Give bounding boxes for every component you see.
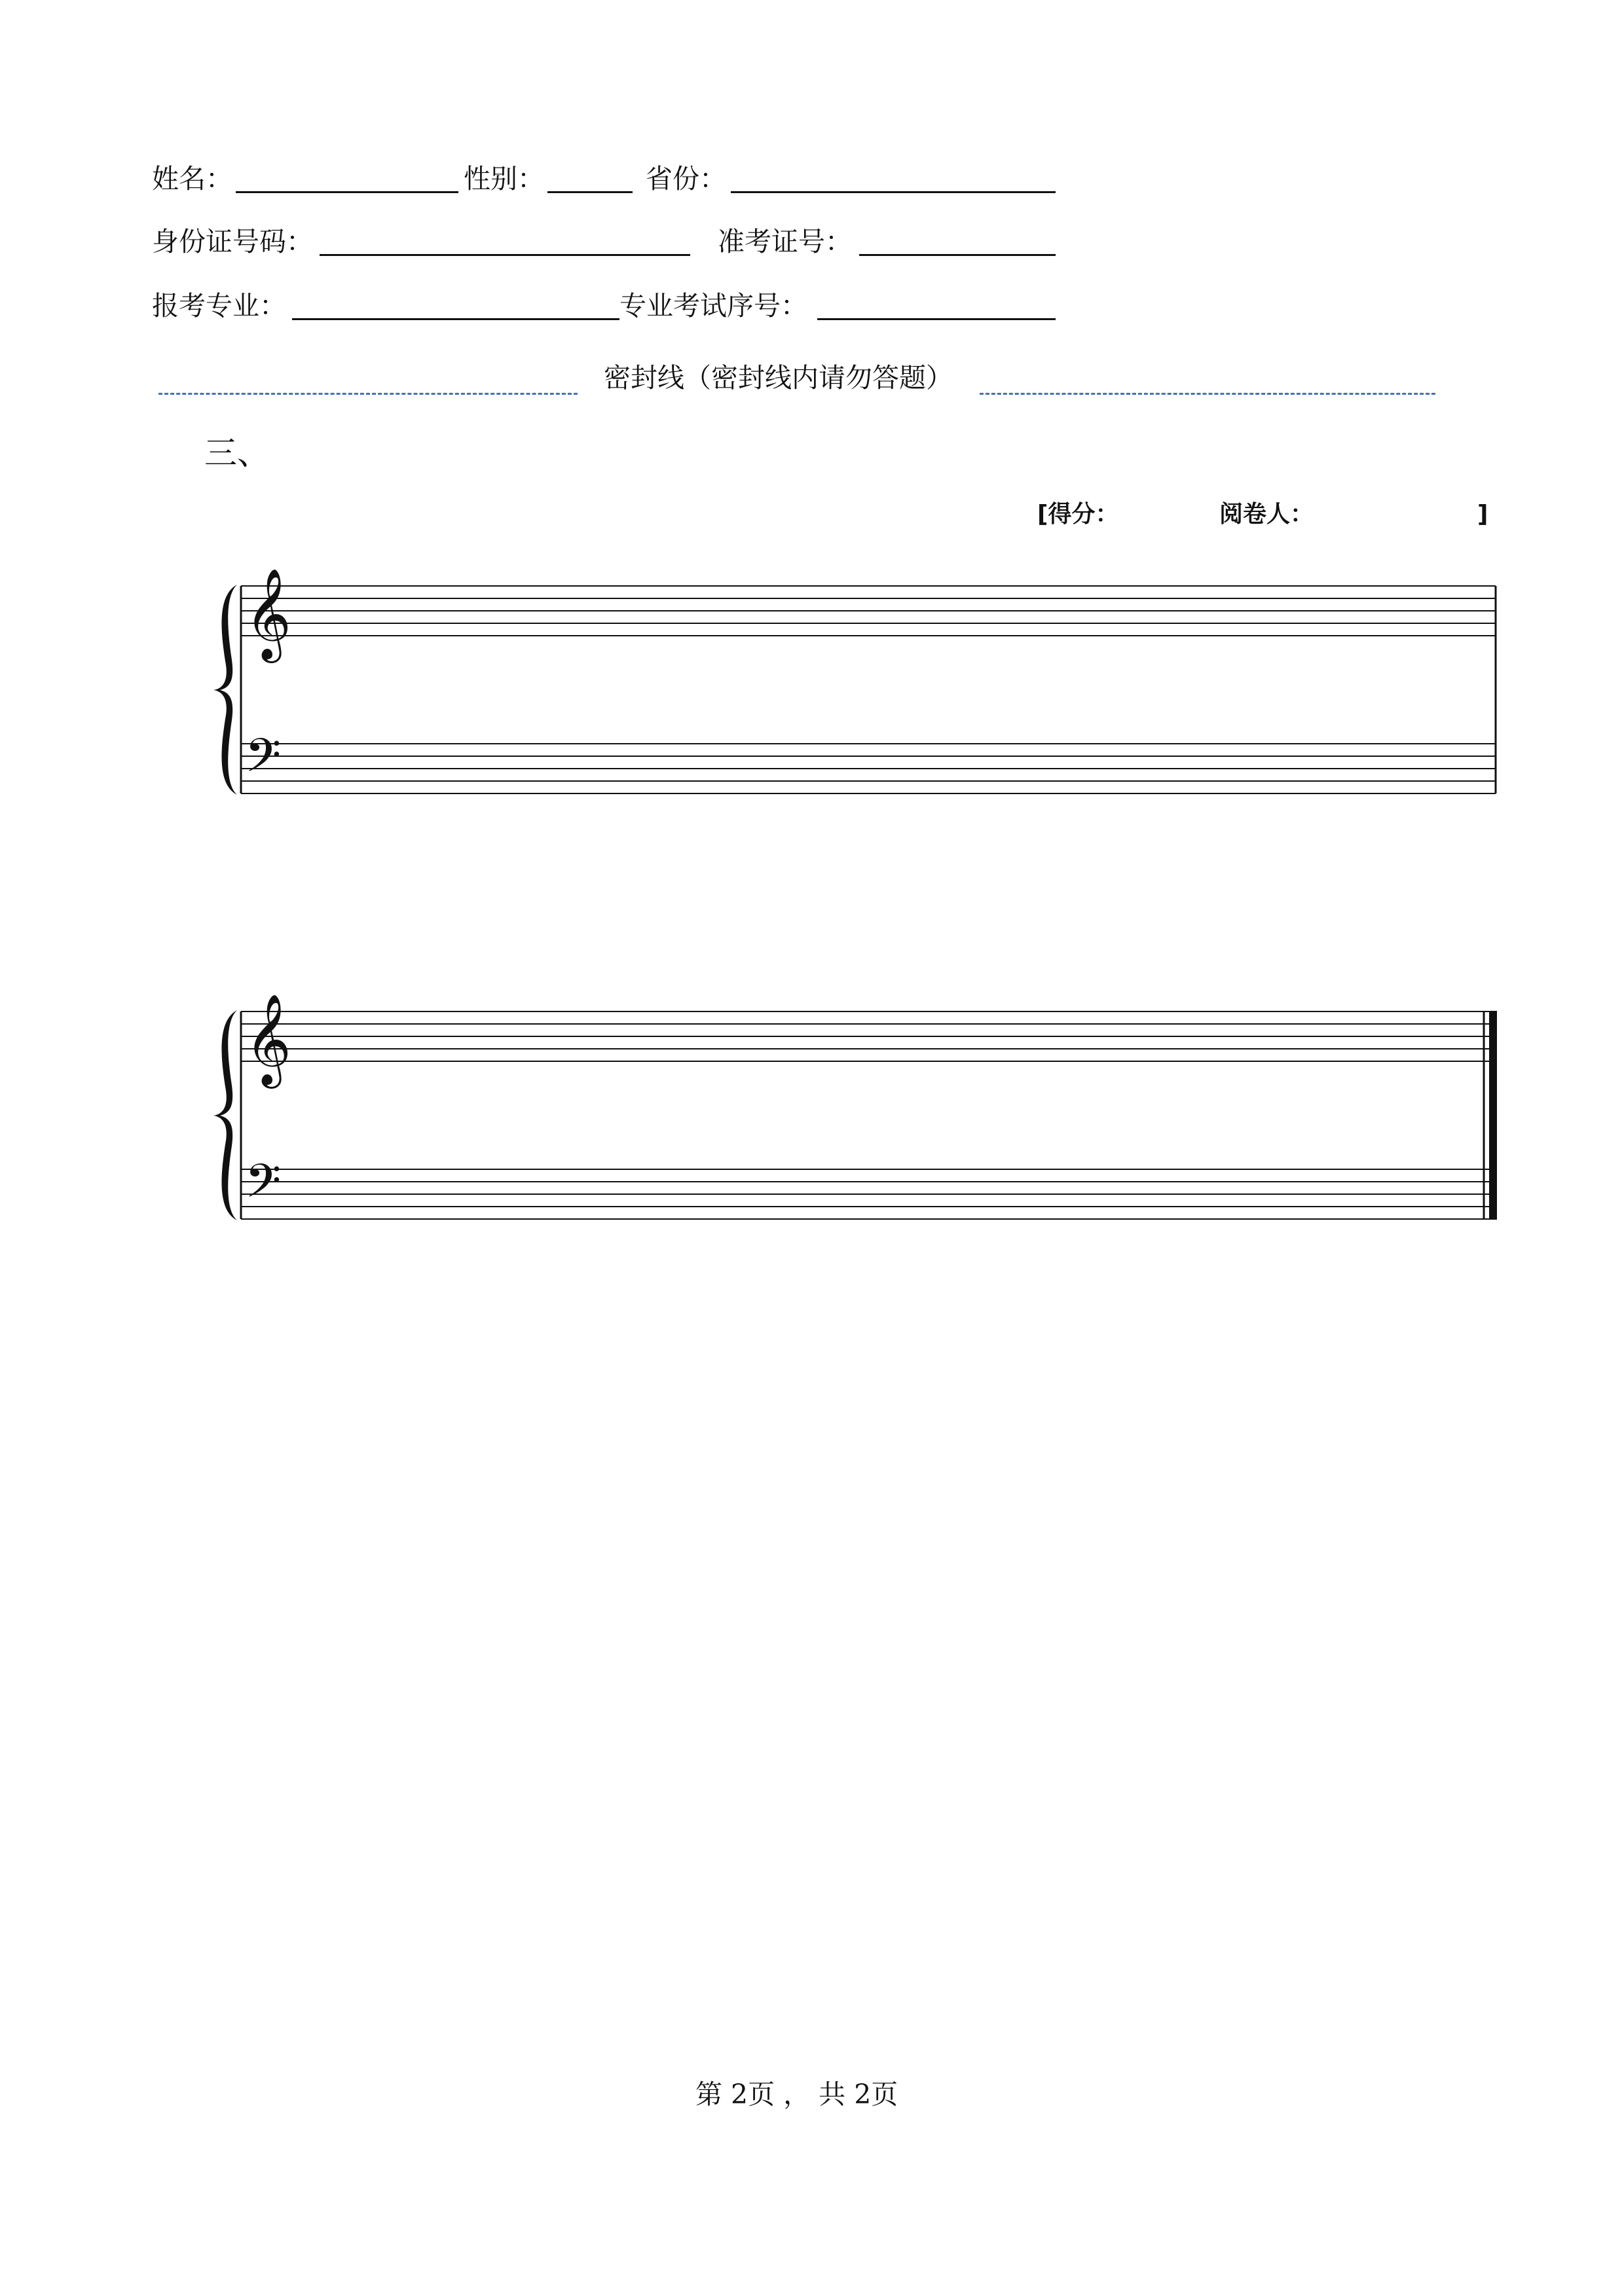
sequence-number-label: 专业考试序号： <box>619 290 807 321</box>
gender-label: 性别： <box>464 163 544 194</box>
name-label: 姓名： <box>152 163 232 194</box>
treble-clef-icon: 𝄞 <box>245 568 291 659</box>
reviewer-label: 阅卷人： <box>1219 501 1314 528</box>
province-label: 省份： <box>646 163 726 194</box>
grand-staff-system-2 <box>213 994 1497 1220</box>
system-2-final-barline <box>1489 1011 1497 1220</box>
treble-clef-icon: 𝄞 <box>245 994 291 1085</box>
bass-staff-2 <box>241 1169 1496 1219</box>
treble-staff-1 <box>241 586 1496 636</box>
bass-clef-icon: 𝄢 <box>245 729 282 794</box>
seal-line-text: 密封线（密封线内请勿答题） <box>604 362 953 393</box>
id-number-label: 身份证号码： <box>152 226 313 257</box>
grand-staff-system-1 <box>213 568 1496 795</box>
bass-staff-1 <box>241 744 1496 793</box>
page-number: 第 2页 ， 共 2页 <box>695 2079 898 2110</box>
system-2-brace <box>213 1010 237 1220</box>
bass-clef-icon: 𝄢 <box>245 1154 282 1220</box>
admission-number-label: 准考证号： <box>718 226 852 257</box>
system-1-brace <box>213 585 237 795</box>
score-close-bracket: ] <box>1477 501 1488 528</box>
section-title: 三、 <box>204 434 270 472</box>
treble-staff-2 <box>241 1011 1496 1061</box>
major-label: 报考专业： <box>152 290 286 321</box>
score-label: [得分： <box>1037 501 1119 528</box>
